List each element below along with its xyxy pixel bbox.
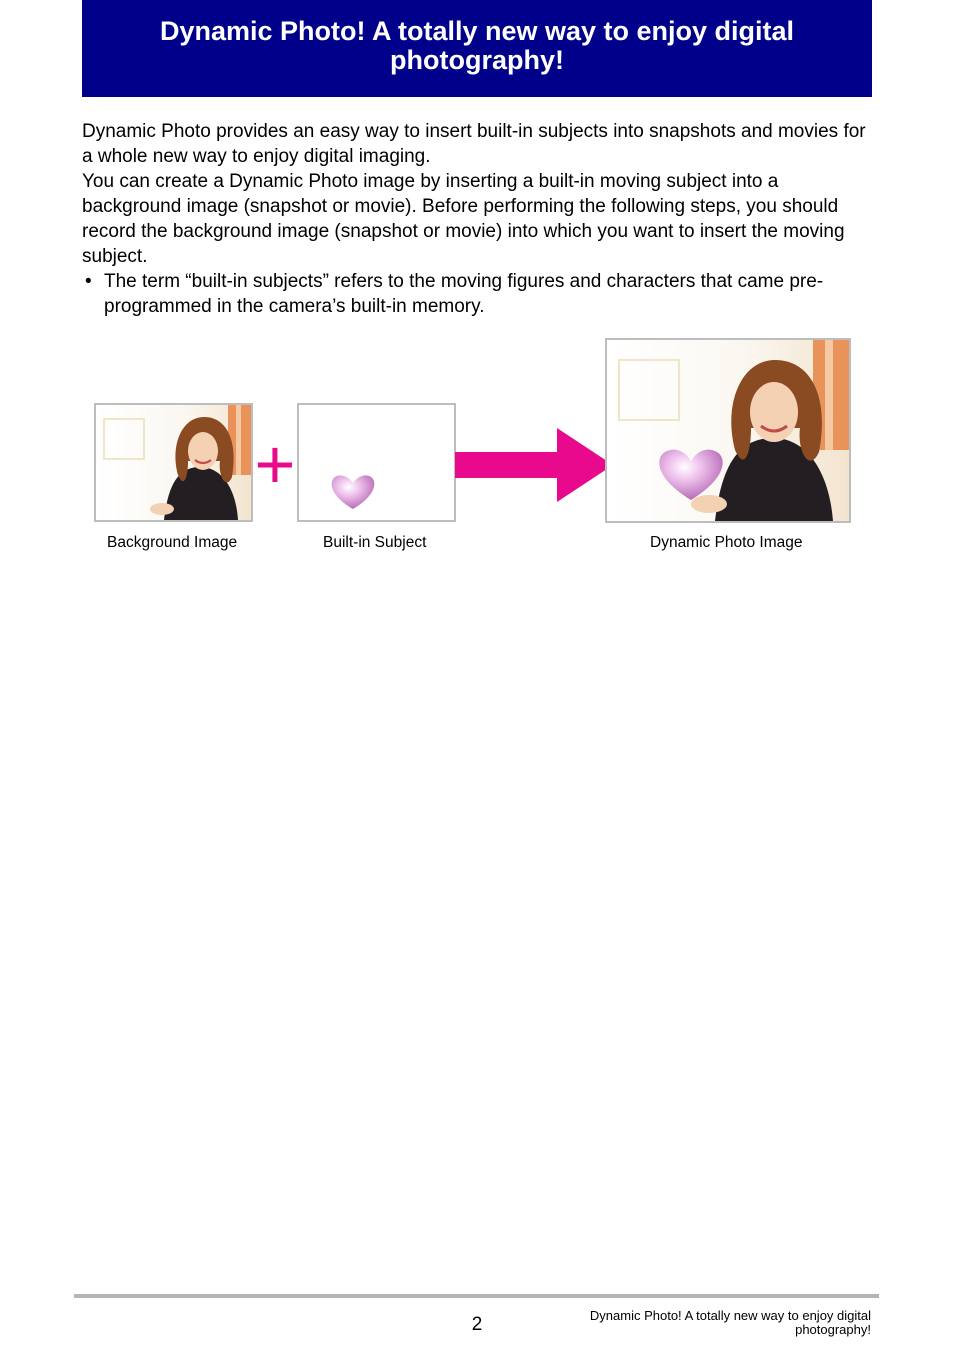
background-photo: [96, 405, 251, 520]
bullet-symbol: •: [85, 271, 92, 292]
note-bullet: [82, 269, 872, 319]
caption-dynamic-photo-image: Dynamic Photo Image: [650, 534, 803, 551]
title-banner: [82, 0, 872, 97]
bullet-text: The term “built-in subjects” refers to the moving figures and characters that came pre-programmed in the camera’s built-in memory.: [104, 271, 824, 317]
heart-subject: [299, 405, 454, 520]
dynamic-photo: [607, 340, 849, 521]
page-title: Dynamic Photo! A totally new way to enjoy digital photography!: [159, 15, 795, 75]
plus-icon: +: [254, 425, 296, 503]
arrow-right-icon: [455, 428, 615, 502]
intro-text: [82, 119, 872, 319]
footer-running-title: Dynamic Photo! A totally new way to enjoy digital photography!: [589, 1308, 871, 1337]
dynamic-photo-frame: [605, 338, 851, 523]
caption-background-image: Background Image: [107, 534, 238, 551]
page-number: 2: [471, 1314, 483, 1335]
caption-built-in-subject: Built-in Subject: [323, 534, 427, 551]
footer-divider: [74, 1294, 879, 1298]
background-image-frame: [94, 403, 253, 522]
intro-paragraph-2: You can create a Dynamic Photo image by inserting a built-in moving subject into a background image (snapshot or movie). Before performing the following steps, you should record the background image (snapshot or movie) into which you want to insert the moving subject.: [82, 171, 845, 267]
intro-paragraph-1: Dynamic Photo provides an easy way to insert built-in subjects into snapshots and movies for a whole new way to enjoy digital imaging.: [82, 121, 866, 167]
built-in-subject-frame: [297, 403, 456, 522]
